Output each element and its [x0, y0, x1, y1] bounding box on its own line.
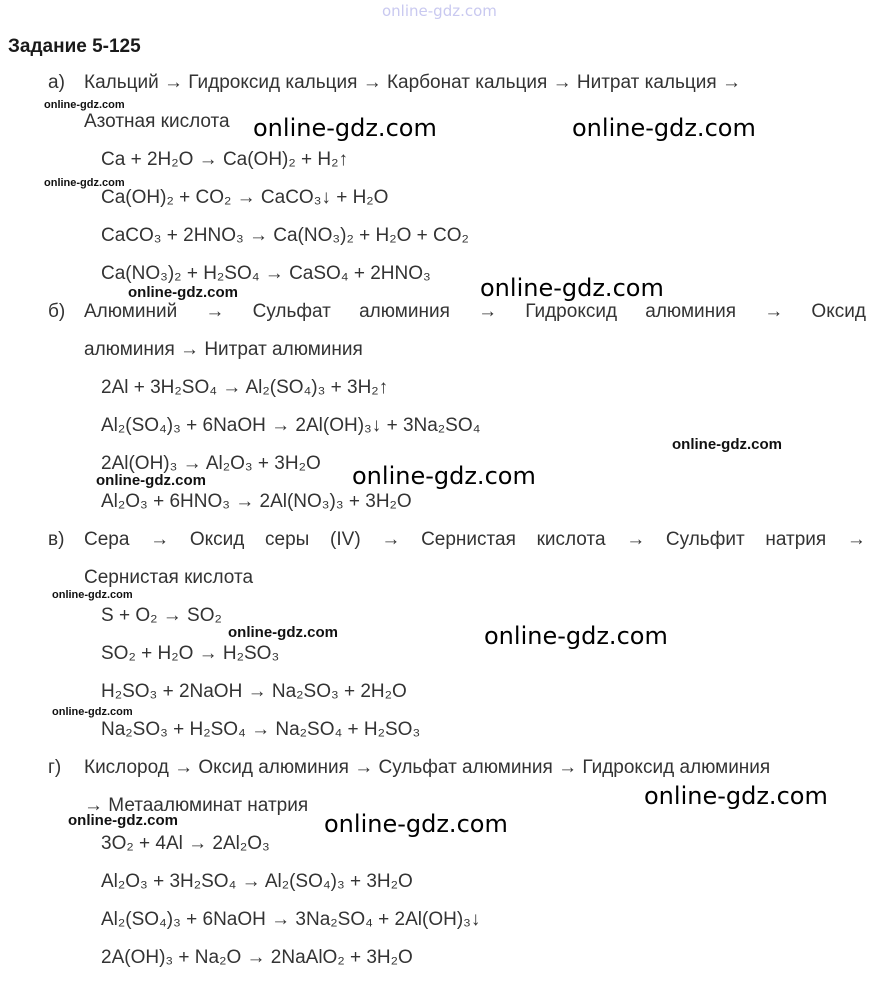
watermark: online-gdz.com [484, 622, 668, 650]
section-a-chain [48, 72, 868, 94]
chain-word: алюминия [645, 301, 737, 322]
watermark: online-gdz.com [480, 274, 664, 302]
watermark: online-gdz.com [44, 177, 125, 189]
chain-arrow: → [764, 301, 784, 322]
watermark: online-gdz.com [672, 436, 782, 453]
chain-word: натрия [765, 529, 827, 550]
section-a-marker: а) [48, 72, 65, 93]
chain-word: Оксид [811, 301, 866, 322]
watermark: online-gdz.com [352, 462, 536, 490]
chain-word: Оксид [189, 529, 245, 550]
watermark: online-gdz.com [253, 114, 437, 142]
section-a-chain-line2: Азотная кислота [84, 111, 230, 132]
chain-word: серы [265, 529, 310, 550]
section-d-chain-line2: → Метаалюминат натрия [84, 795, 309, 816]
section-c-equation: SO₂ + H₂O → H₂SO₃ [101, 643, 280, 664]
watermark: online-gdz.com [44, 99, 125, 111]
section-c-equation: S + O₂ → SO₂ [101, 605, 222, 626]
site-header-link[interactable]: online-gdz.com [382, 2, 497, 20]
section-d-chain-line1: Кислород → Оксид алюминия → Сульфат алюминия → Гидроксид алюминия [84, 757, 771, 778]
section-d-equation: Al₂O₃ + 3H₂SO₄ → Al₂(SO₄)₃ + 3H₂O [101, 871, 413, 892]
section-c-chain-line1 [84, 529, 866, 551]
chain-arrow: → [205, 301, 225, 322]
chain-word: Сернистая [421, 529, 516, 550]
chain-word: Сера [84, 529, 130, 550]
section-b-equation: 2Al(OH)₃ → Al₂O₃ + 3H₂O [101, 453, 321, 474]
section-d-equation: Al₂(SO₄)₃ + 6NaOH → 3Na₂SO₄ + 2Al(OH)₃↓ [101, 909, 481, 930]
section-a-chain-line1: Кальций → Гидроксид кальция → Карбонат кальция → Нитрат кальция → [84, 72, 741, 93]
section-c-equation: H₂SO₃ + 2NaOH → Na₂SO₃ + 2H₂O [101, 681, 407, 702]
section-d-equation: 2A(OH)₃ + Na₂O → 2NaAlO₂ + 3H₂O [101, 947, 413, 968]
watermark: online-gdz.com [128, 284, 238, 301]
chain-word: алюминия [359, 301, 450, 322]
watermark: online-gdz.com [96, 472, 206, 489]
chain-arrow: → [381, 529, 401, 550]
watermark: online-gdz.com [324, 810, 508, 838]
page-title: Задание 5-125 [8, 36, 141, 57]
watermark: online-gdz.com [68, 812, 178, 829]
section-d-equation: 3O₂ + 4Al → 2Al₂O₃ [101, 833, 270, 854]
watermark: online-gdz.com [52, 589, 133, 601]
chain-arrow: → [478, 301, 498, 322]
section-c-marker: в) [48, 529, 65, 550]
section-b-equation: Al₂(SO₄)₃ + 6NaOH → 2Al(OH)₃↓ + 3Na₂SO₄ [101, 415, 481, 436]
section-a-equation: Ca(NO₃)₂ + H₂SO₄ → CaSO₄ + 2HNO₃ [101, 263, 431, 284]
section-b-chain-line1 [84, 301, 866, 323]
chain-word: кислота [536, 529, 606, 550]
watermark: online-gdz.com [228, 624, 338, 641]
section-c-chain-line2: Сернистая кислота [84, 567, 254, 588]
section-b-equation: 2Al + 3H₂SO₄ → Al₂(SO₄)₃ + 3H₂↑ [101, 377, 389, 398]
watermark: online-gdz.com [644, 782, 828, 810]
chain-arrow: → [626, 529, 646, 550]
section-a-equation: CaCO₃ + 2HNO₃ → Ca(NO₃)₂ + H₂O + CO₂ [101, 225, 469, 246]
section-b-marker: б) [48, 301, 66, 322]
chain-word: (IV) [330, 529, 361, 550]
section-d-marker: г) [48, 757, 62, 778]
section-b-equation: Al₂O₃ + 6HNO₃ → 2Al(NO₃)₃ + 3H₂O [101, 491, 412, 512]
watermark: online-gdz.com [52, 706, 133, 718]
chain-word: Сульфат [252, 301, 331, 322]
chain-word: Сульфит [665, 529, 745, 550]
section-a-equation: Ca(OH)₂ + CO₂ → CaCO₃↓ + H₂O [101, 187, 389, 208]
section-b-chain-line2: алюминия → Нитрат алюминия [84, 339, 363, 360]
chain-arrow: → [846, 529, 866, 550]
chain-word: Гидроксид [525, 301, 618, 322]
watermark: online-gdz.com [572, 114, 756, 142]
section-a-equation: Ca + 2H₂O → Ca(OH)₂ + H₂↑ [101, 149, 349, 170]
chain-word: Алюминий [84, 301, 178, 322]
section-c-equation: Na₂SO₃ + H₂SO₄ → Na₂SO₄ + H₂SO₃ [101, 719, 421, 740]
chain-arrow: → [150, 529, 170, 550]
